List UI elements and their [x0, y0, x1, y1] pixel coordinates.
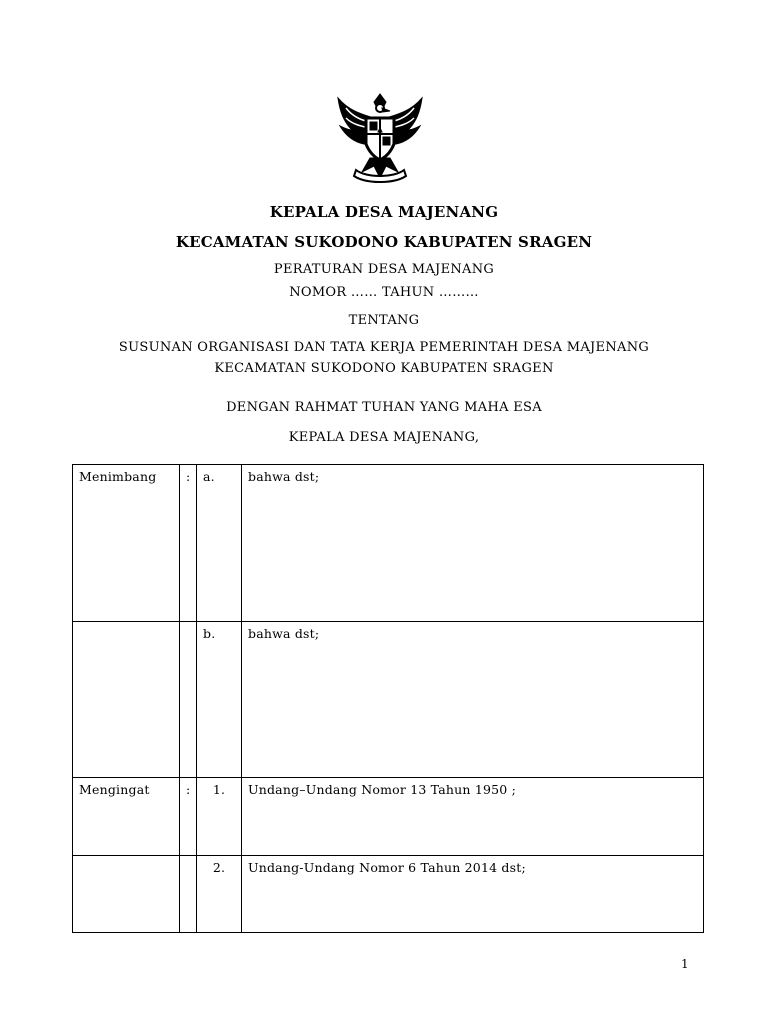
heading-title-line2: KECAMATAN SUKODONO KABUPATEN SRAGEN [175, 233, 593, 251]
row-marker: 1. [197, 778, 242, 856]
row-text: Undang-Undang Nomor 6 Tahun 2014 dst; [242, 856, 704, 933]
authority-line: KEPALA DESA MAJENANG, [288, 430, 480, 445]
row-marker: a. [197, 465, 242, 622]
row-colon: : [180, 465, 197, 622]
page-number: 1 [681, 957, 689, 971]
table-row [73, 778, 704, 856]
regulation-number: NOMOR …… TAHUN ……… [289, 285, 479, 300]
heading-title-line1: KEPALA DESA MAJENANG [269, 203, 499, 221]
row-text: bahwa dst; [242, 465, 704, 622]
subject-line1: SUSUNAN ORGANISASI DAN TATA KERJA PEMERINTAH DESA MAJENANG [118, 340, 650, 355]
row-marker: b. [197, 622, 242, 778]
row-label [73, 622, 180, 778]
regulation-name: PERATURAN DESA MAJENANG [273, 262, 495, 277]
row-label [73, 856, 180, 933]
row-colon: : [180, 778, 197, 856]
row-marker: 2. [197, 856, 242, 933]
row-text: bahwa dst; [242, 622, 704, 778]
table-row [73, 465, 704, 622]
table-row [73, 856, 704, 933]
table-row [73, 622, 704, 778]
row-colon [180, 622, 197, 778]
row-label: Mengingat [73, 778, 180, 856]
garuda-emblem-icon [330, 88, 430, 188]
subject-line2: KECAMATAN SUKODONO KABUPATEN SRAGEN [214, 361, 554, 376]
row-text: Undang–Undang Nomor 13 Tahun 1950 ; [242, 778, 704, 856]
blessing-line: DENGAN RAHMAT TUHAN YANG MAHA ESA [226, 400, 542, 415]
row-label: Menimbang [73, 465, 180, 622]
about-label: TENTANG [348, 313, 420, 328]
considerations-table [72, 464, 704, 933]
row-colon [180, 856, 197, 933]
